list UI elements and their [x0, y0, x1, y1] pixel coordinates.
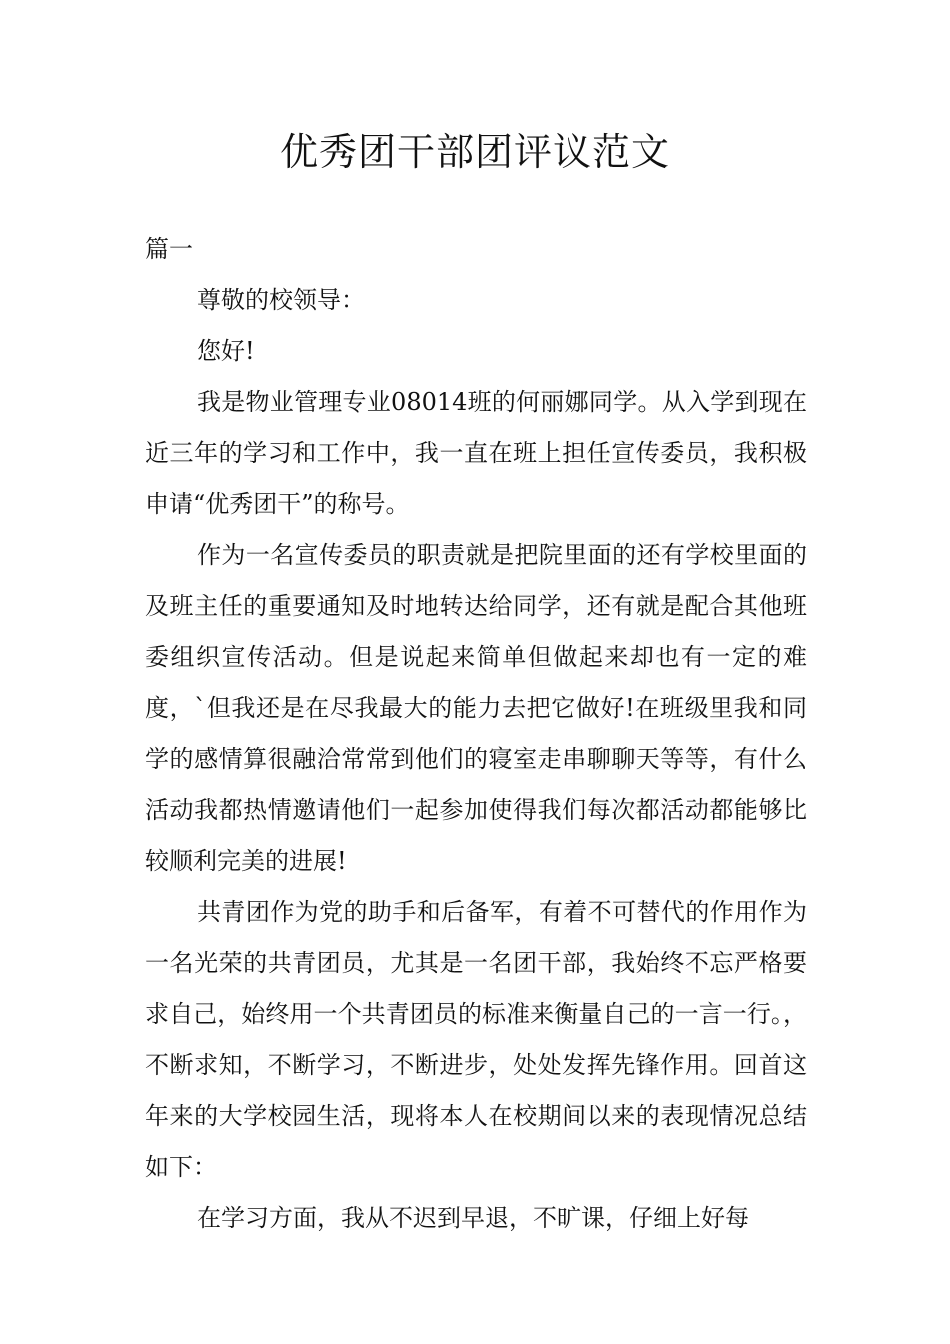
document-title: 优秀团干部团评议范文 — [279, 130, 670, 174]
paragraph-3: 共青团作为党的助手和后备军，有着不可替代的作用作为一名光荣的共青团员，尤其是一名团干部，我始终不忘严格要求自己，始终用一个共青团员的标准来衡量自己的一言一行。，不断求知，不断学习，不断进步，处处发挥先锋作用。回首这年来的大学校园生活，现将本人在校期间以来的表现情况总结如下： — [145, 898, 807, 1181]
paragraph-2: 作为一名宣传委员的职责就是把院里面的还有学校里面的及班主任的重要通知及时地转达给同学，还有就是配合其他班委组织宣传活动。但是说起来简单但做起来却也有一定的难度，`但我还是在尽我最大的能力去把它做好!在班级里我和同学的感情算很融洽常常到他们的寝室走串聊聊天等等，有什么活动我都热情邀请他们一起参加使得我们每次都活动都能够比较顺利完美的进展! — [145, 541, 807, 875]
salutation: 尊敬的校领导： — [197, 286, 365, 314]
paragraph-4: 在学习方面，我从不迟到早退，不旷课，仔细上好每 — [197, 1204, 749, 1232]
section-label: 篇一 — [145, 235, 193, 263]
greeting: 您好! — [197, 337, 255, 365]
document-body — [145, 224, 807, 1244]
paragraph-1: 我是物业管理专业08014班的何丽娜同学。从入学到现在近三年的学习和工作中，我一直在班上担任宣传委员，我积极申请“优秀团干”的称号。 — [145, 388, 807, 518]
